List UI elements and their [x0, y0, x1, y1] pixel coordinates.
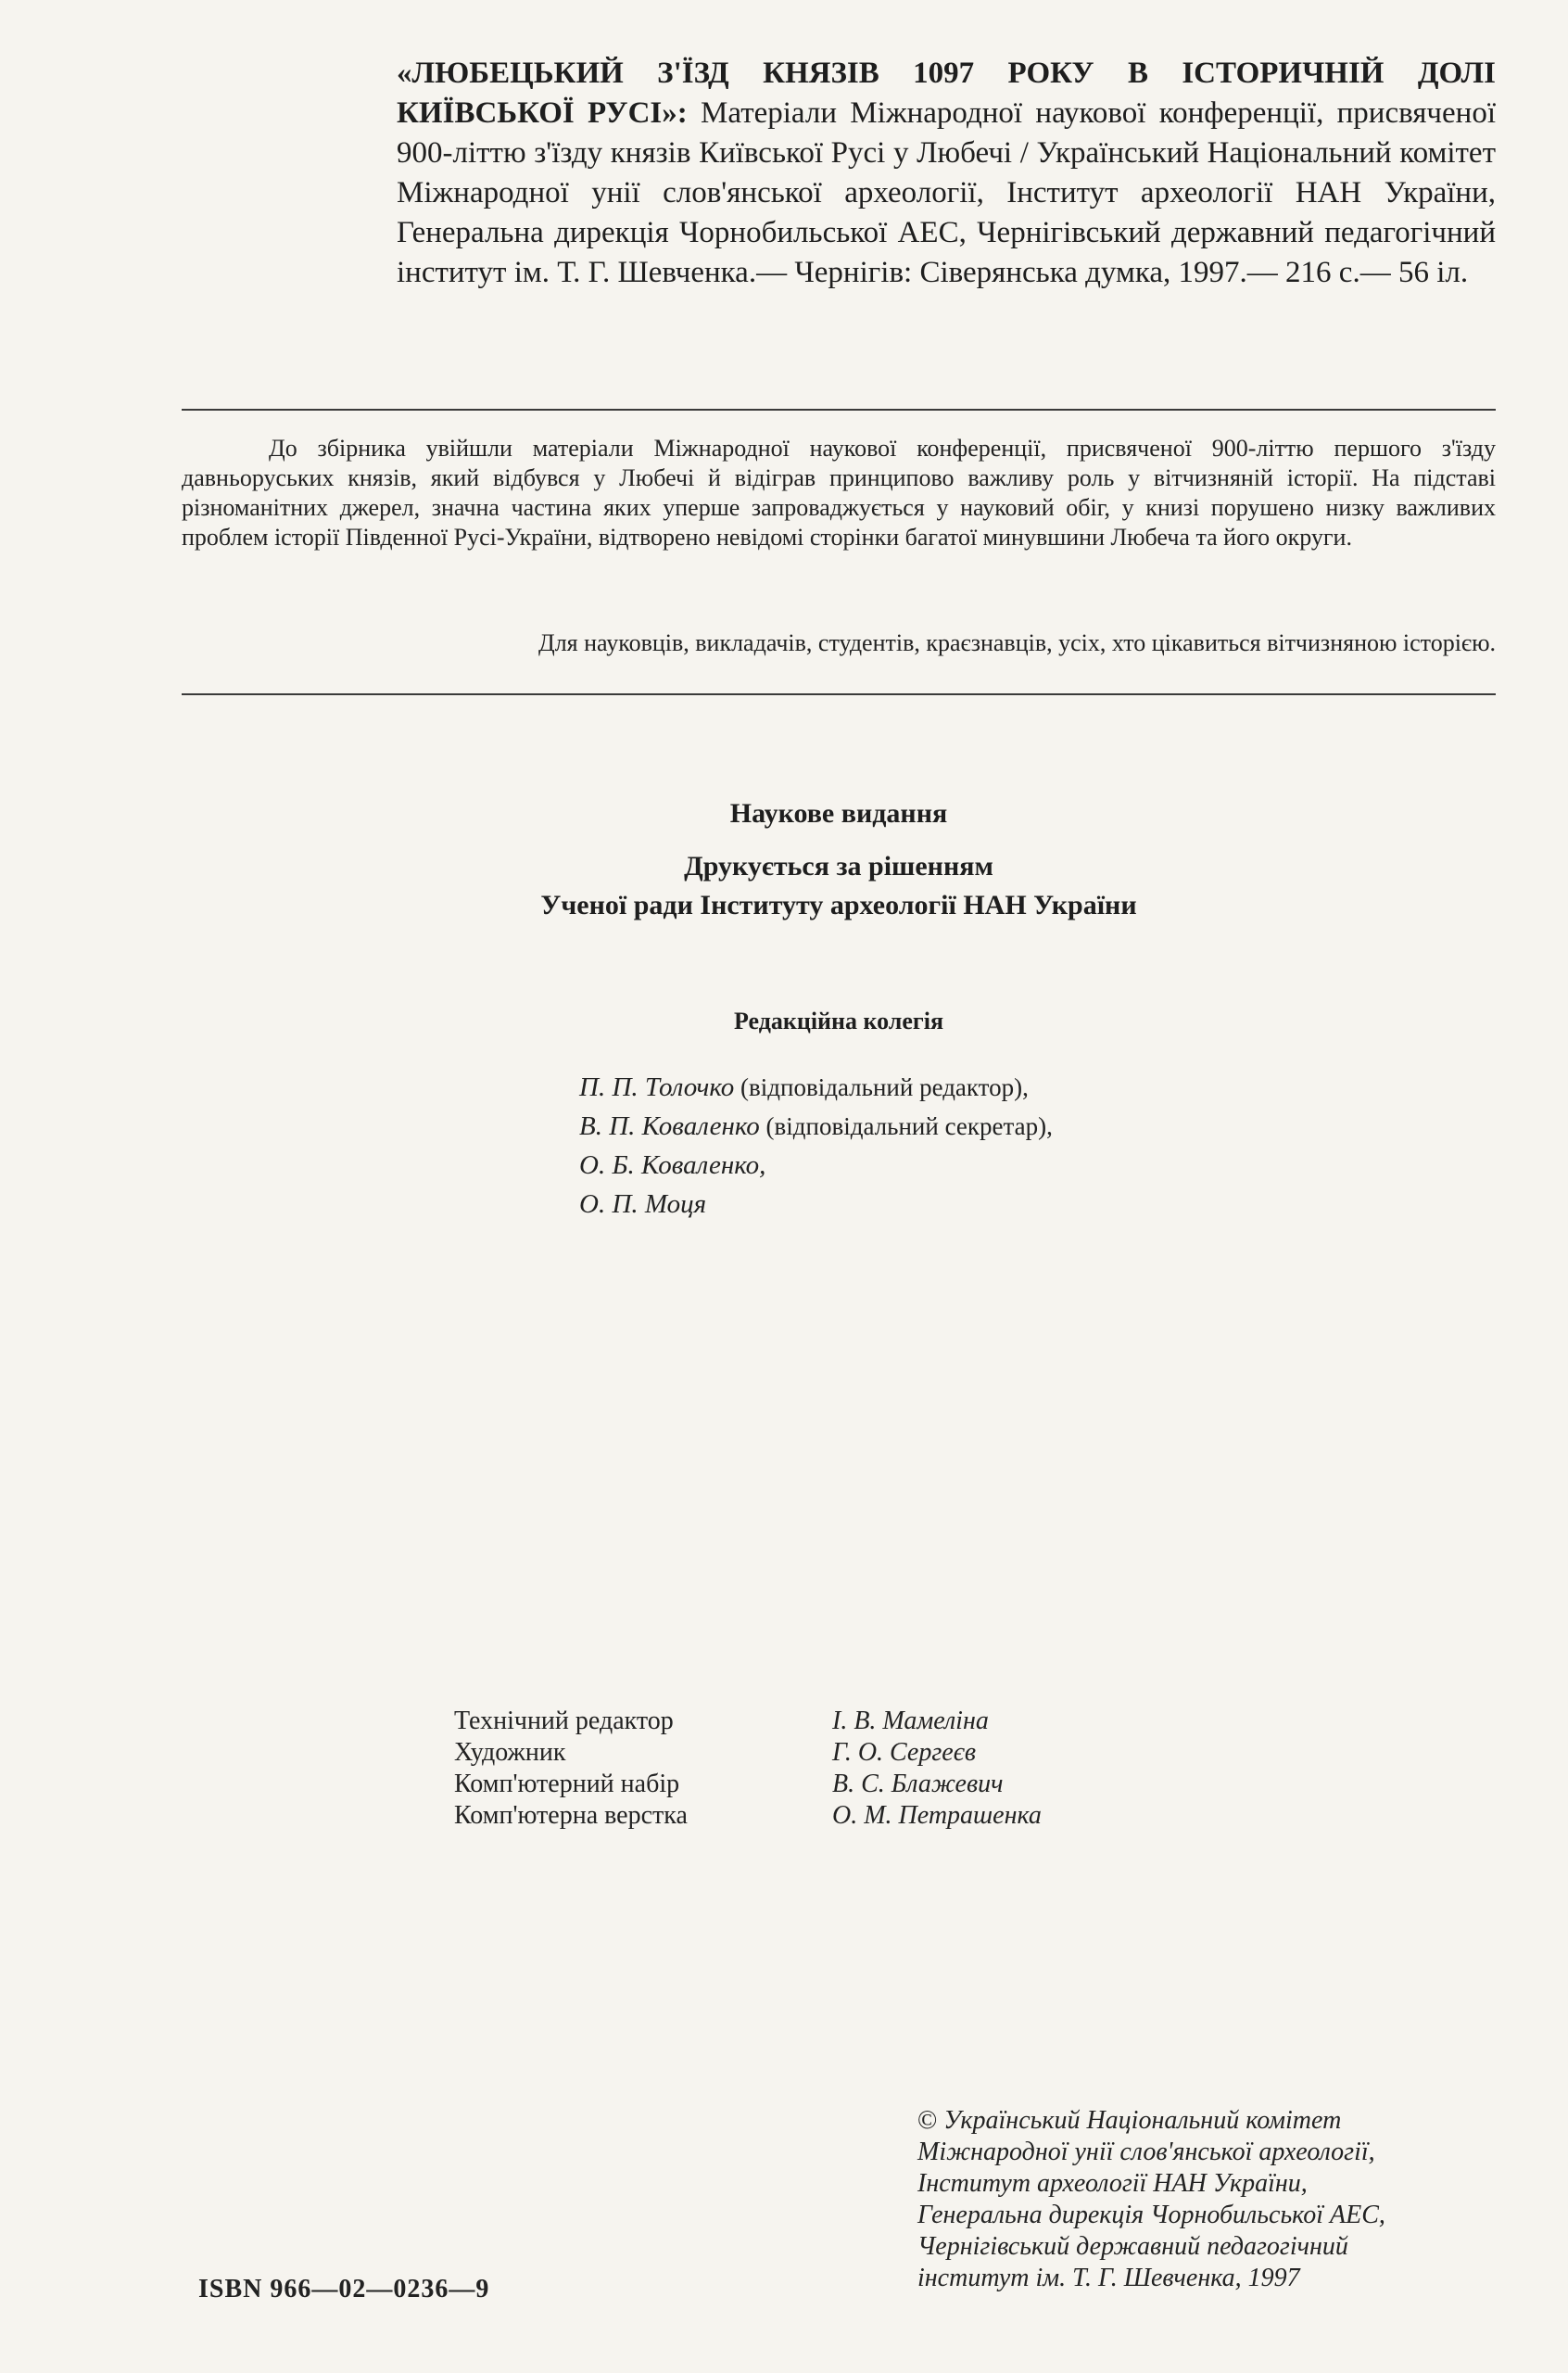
editorial-board-list: [579, 1068, 1053, 1224]
publication-type: Наукове видання: [729, 798, 948, 829]
staff-row: [454, 1706, 1042, 1737]
editor-row: [579, 1068, 1053, 1107]
divider-top: [182, 409, 1496, 411]
staff-name: В. С. Блажевич: [832, 1770, 1004, 1798]
book-title: «ЛЮБЕЦЬКИЙ З'ЇЗД КНЯЗІВ 1097 РОКУ В ІСТОРИЧНІЙ ДОЛІ КИЇВСЬКОЇ РУСІ»:: [397, 57, 1496, 130]
bibliographic-description: [397, 54, 1496, 293]
production-staff-list: [454, 1706, 1042, 1832]
copyright-symbol: ©: [917, 2106, 938, 2135]
editor-name: В. П. Коваленко: [579, 1111, 760, 1141]
editor-name: О. П. Моця: [579, 1189, 707, 1219]
editor-row: [579, 1107, 1053, 1146]
editor-role: (відповідальний редактор),: [734, 1073, 1029, 1101]
copyright-notice: [917, 2105, 1385, 2294]
editorial-board-heading: Редакційна колегія: [733, 1008, 944, 1034]
editor-row: [579, 1146, 1053, 1185]
copyright-line: Чернігівський державний педагогічний: [917, 2232, 1348, 2261]
staff-name: Г. О. Сергеєв: [832, 1738, 977, 1767]
staff-row: [454, 1769, 1042, 1800]
isbn: ISBN 966—02—0236—9: [198, 2275, 490, 2303]
copyright-line: Міжнародної унії слов'янської археології,: [917, 2138, 1375, 2166]
editor-name: П. П. Толочко: [579, 1072, 735, 1102]
annotation-text: До збірника увійшли матеріали Міжнародної наукової конференції, присвяченої 900-літтю першого з'їзду давньоруських князів, який відбувся у Любечі й відіграв принципово важливу роль у вітчизняній історії. На підставі різноманітних джерел, значна частина яких уперше запроваджується у науковий обіг, у книзі порушено низку важливих проблем історії Південної Русі-України, відтворено невідомі сторінки багатої минувшини Любеча та його округи.: [182, 435, 1496, 551]
copyright-line: Генеральна дирекція Чорнобильської АЕС,: [917, 2201, 1385, 2229]
staff-role: Художник: [454, 1738, 566, 1767]
staff-role: Комп'ютерний набір: [454, 1770, 680, 1798]
staff-row: [454, 1737, 1042, 1769]
audience-text: Для науковців, викладачів, студентів, краєзнавців, усіх, хто цікавиться вітчизняною історією.: [537, 629, 1496, 656]
copyright-holder: Український Національний комітет: [937, 2106, 1342, 2135]
bibliographic-details: Матеріали Міжнародної наукової конференції, присвяченої 900-літтю з'їзду князів Київської Русі у Любечі / Український Національний комітет Міжнародної унії слов'янської археології, Інститут археології НАН України, Генеральна дирекція Чорнобильської АЕС, Чернігівський державний педагогічний інститут ім. Т. Г. Шевченка.— Чернігів: Сіверянська думка, 1997.— 216 с.— 56 іл.: [397, 96, 1497, 289]
editor-role: (відповідальний секретар),: [759, 1112, 1053, 1140]
copyright-line: Інститут археології НАН України,: [917, 2169, 1308, 2198]
staff-name: О. М. Петрашенка: [832, 1801, 1042, 1830]
staff-name: І. В. Мамеліна: [832, 1707, 989, 1735]
printed-by-line-2: Ученої ради Інституту археології НАН України: [540, 890, 1137, 920]
staff-row: [454, 1800, 1042, 1832]
editor-name: О. Б. Коваленко,: [579, 1150, 766, 1180]
copyright-line: інститут ім. Т. Г. Шевченка, 1997: [917, 2264, 1300, 2292]
staff-role: Технічний редактор: [454, 1707, 674, 1735]
staff-role: Комп'ютерна верстка: [454, 1801, 688, 1830]
editor-row: [579, 1185, 1053, 1224]
divider-bottom: [182, 693, 1496, 695]
copyright-line: [917, 2105, 1385, 2137]
printed-by-line-1: Друкується за рішенням: [684, 851, 993, 882]
